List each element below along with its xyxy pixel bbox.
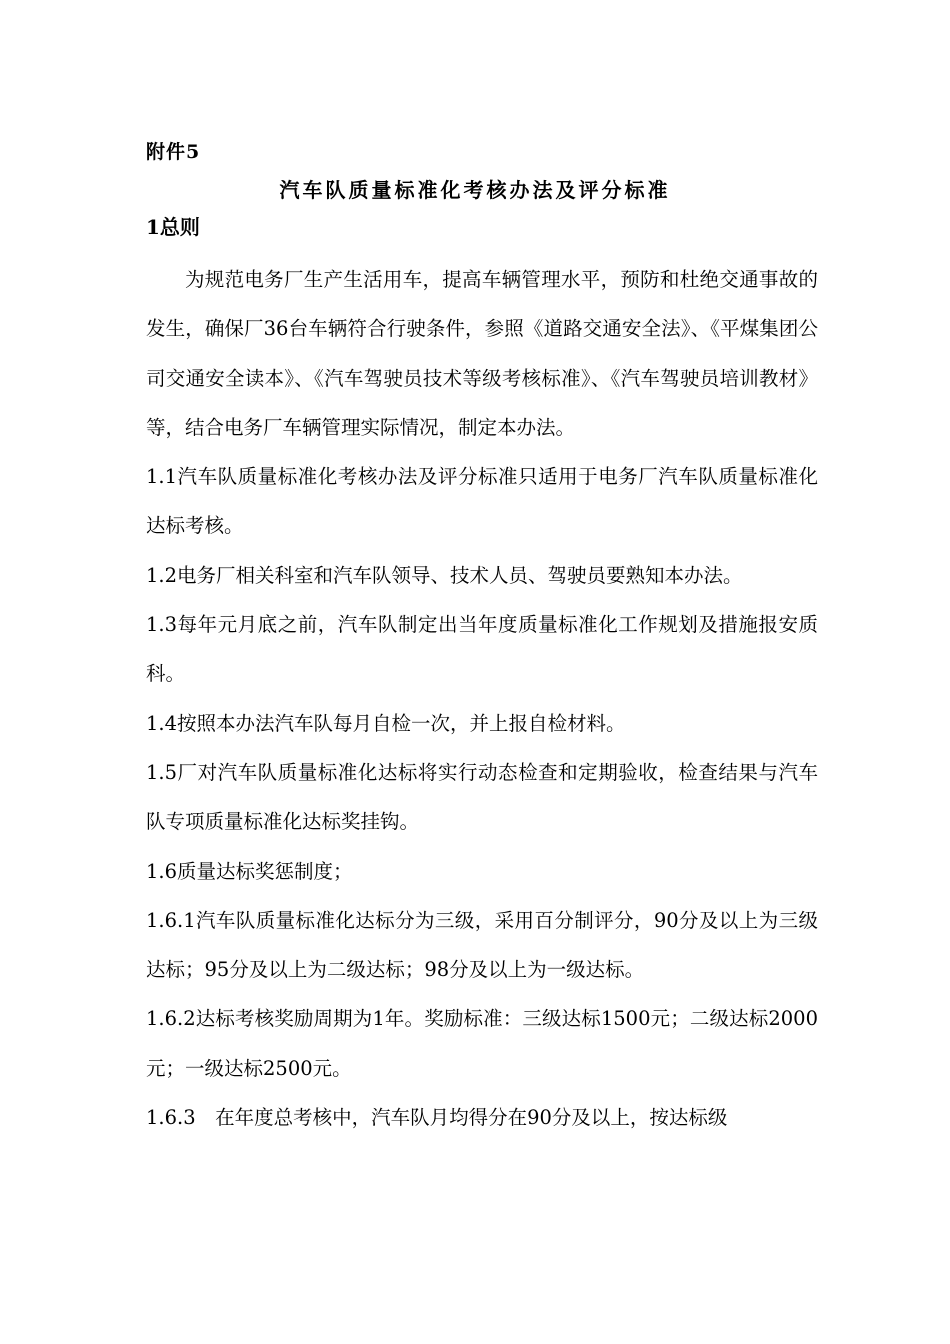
annex-label: 附件5 <box>146 141 201 163</box>
clause-1-4: 1.4按照本办法汽车队每月自检一次，并上报自检材料。 <box>146 711 626 735</box>
clause-1-6: 1.6质量达标奖惩制度； <box>146 859 353 883</box>
clause-1-5: 1.5厂对汽车队质量标准化达标将实行动态检查和定期验收，检查结果与汽车队专项质量标准化达标奖挂钩。 <box>146 760 818 834</box>
clause-1-6-2: 1.6.2达标考核奖励周期为1年。奖励标准：三级达标1500元；二级达标2000元；一级达标2500元。 <box>146 1007 818 1080</box>
clause-1-6-1: 1.6.1汽车队质量标准化达标分为三级，采用百分制评分，90分及以上为三级达标；95分及以上为二级达标；98分及以上为一级达标。 <box>146 908 818 982</box>
clause-1-2: 1.2电务厂相关科室和汽车队领导、技术人员、驾驶员要熟知本办法。 <box>146 563 743 587</box>
clause-1-3: 1.3每年元月底之前，汽车队制定出当年度质量标准化工作规划及措施报安质科。 <box>146 613 818 686</box>
document-title: 汽车队质量标准化考核办法及评分标准 <box>279 178 671 202</box>
clause-1-1: 1.1汽车队质量标准化考核办法及评分标准只适用于电务厂汽车队质量标准化达标考核。 <box>146 465 818 538</box>
clause-1-6-3: 1.6.3 在年度总考核中，汽车队月均得分在90分及以上，按达标级 <box>146 1106 728 1130</box>
section-heading: 1总则 <box>146 215 200 239</box>
document-body <box>146 255 818 1142</box>
intro-paragraph: 为规范电务厂生产生活用车，提高车辆管理水平，预防和杜绝交通事故的发生，确保厂36台车辆符合行驶条件，参照《道路交通安全法》、《平煤集团公司交通安全读本》、《汽车驾驶员技术等级考核标准》、《汽车驾驶员培训教材》等，结合电务厂车辆管理实际情况，制定本办法。 <box>146 268 818 439</box>
